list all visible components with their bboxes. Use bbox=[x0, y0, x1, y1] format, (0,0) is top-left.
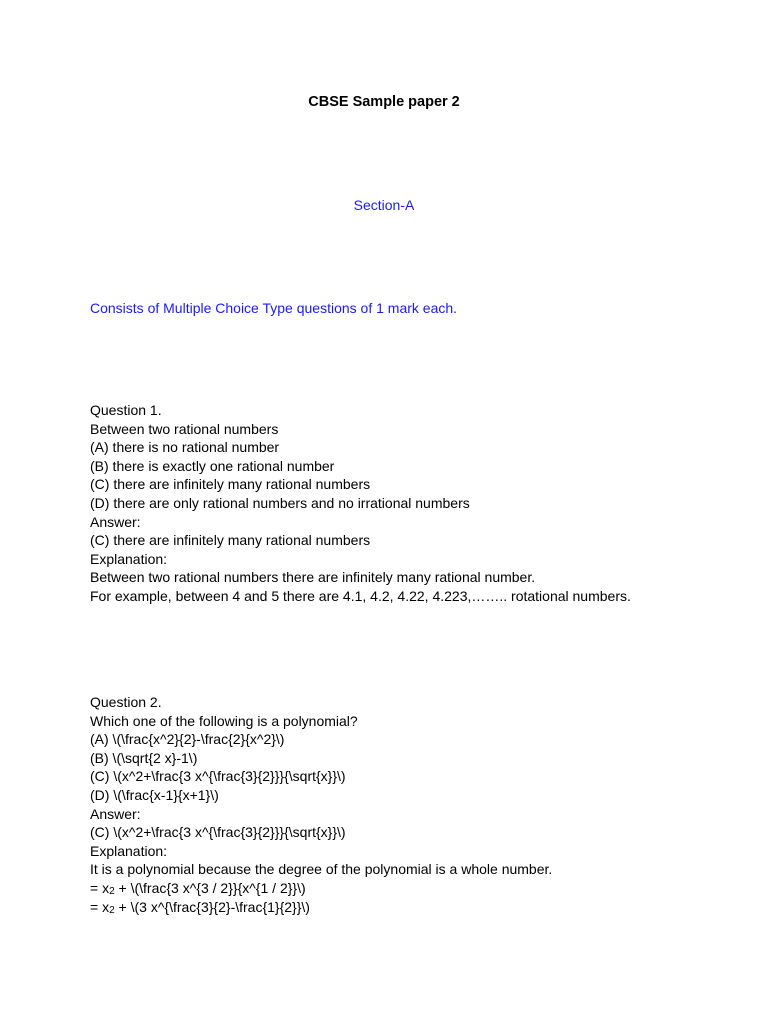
question-heading: Question 1. bbox=[90, 402, 162, 418]
working-line bbox=[90, 898, 750, 917]
question-heading: Question 2. bbox=[90, 694, 162, 710]
explanation-line: Between two rational numbers there are infinitely many rational number. bbox=[90, 569, 536, 586]
option-d: (D) \(\frac{x-1}{x+1}\) bbox=[90, 786, 219, 803]
explanation-line: It is a polynomial because the degree of the polynomial is a whole number. bbox=[90, 861, 553, 878]
answer-label: Answer: bbox=[90, 805, 141, 822]
answer-text: (C) \(x^2+\frac{3 x^{\frac{3}{2}}}{\sqrt{x}}\) bbox=[90, 824, 346, 841]
question-1 bbox=[90, 401, 750, 606]
working-line bbox=[90, 879, 750, 898]
section-note: Consists of Multiple Choice Type questions of 1 mark each. bbox=[90, 300, 458, 316]
explanation-label: Explanation: bbox=[90, 842, 168, 859]
question-2 bbox=[90, 693, 750, 916]
question-prompt: Between two rational numbers bbox=[90, 420, 279, 437]
option-a: (A) there is no rational number bbox=[90, 439, 280, 456]
option-b: (B) there is exactly one rational number bbox=[90, 457, 335, 474]
explanation-label: Explanation: bbox=[90, 550, 168, 567]
explanation-line: For example, between 4 and 5 there are 4.1, 4.2, 4.22, 4.223,…….. rotational numbers. bbox=[90, 587, 631, 604]
option-c: (C) there are infinitely many rational numbers bbox=[90, 476, 371, 493]
option-c: (C) \(x^2+\frac{3 x^{\frac{3}{2}}}{\sqrt{x}}\) bbox=[90, 768, 346, 785]
option-b: (B) \(\sqrt{2 x}-1\) bbox=[90, 749, 198, 766]
page-title: CBSE Sample paper 2 bbox=[308, 94, 460, 110]
answer-label: Answer: bbox=[90, 513, 141, 530]
working-exponent: 2 bbox=[109, 904, 115, 916]
option-d: (D) there are only rational numbers and no irrational numbers bbox=[90, 494, 470, 511]
answer-text: (C) there are infinitely many rational numbers bbox=[90, 532, 371, 549]
working-rest: + \(3 x^{\frac{3}{2}-\frac{1}{2}}\) bbox=[114, 898, 310, 915]
option-a: (A) \(\frac{x^2}{2}-\frac{2}{x^2}\) bbox=[90, 731, 285, 748]
working-rest: + \(\frac{3 x^{3 / 2}}{x^{1 / 2}}\) bbox=[114, 879, 306, 896]
question-prompt: Which one of the following is a polynomial? bbox=[90, 712, 358, 729]
working-lead: = x bbox=[90, 879, 110, 896]
working-exponent: 2 bbox=[109, 885, 115, 897]
section-heading: Section-A bbox=[353, 197, 415, 213]
working-lead: = x bbox=[90, 898, 110, 915]
